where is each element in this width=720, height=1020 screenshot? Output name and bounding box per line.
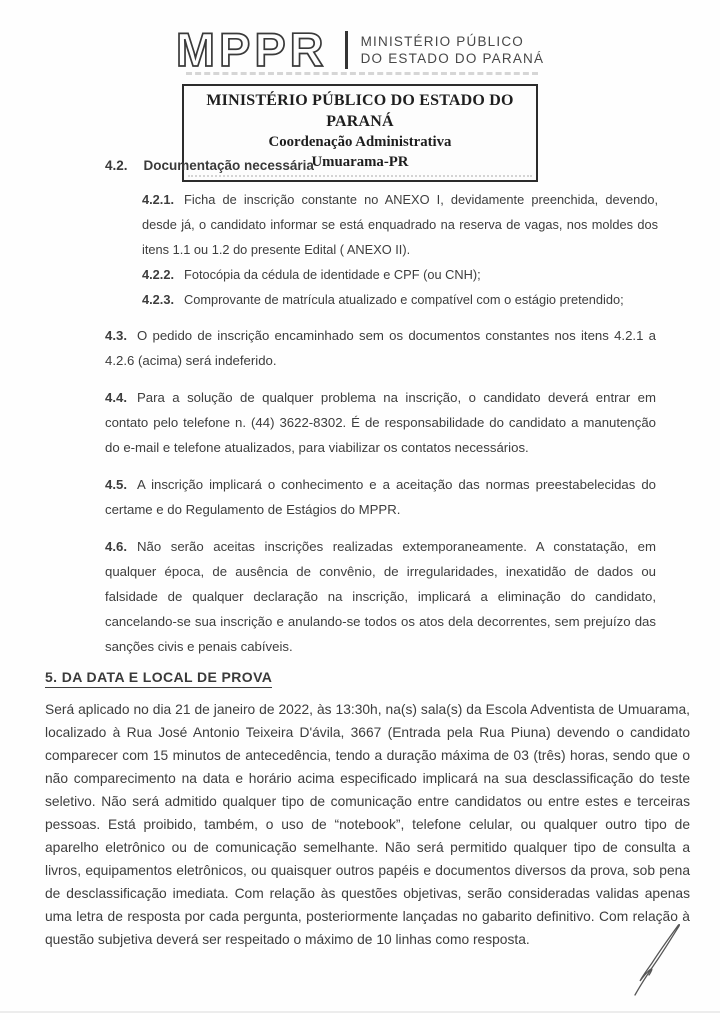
clause-4-2-1-text: Ficha de inscrição constante no ANEXO I, devidamente preenchida, devendo, desde já, o candidato informar se está enquadrado na reserva de vagas, nos moldes dos itens 1.1 ou 1.2 do presente Edital ( ANEXO II). [142,192,658,257]
mppr-logo [0,24,720,76]
clause-4-2-3 [142,287,658,312]
clause-4-2-3-text: Comprovante de matrícula atualizado e compatível com o estágio pretendido; [184,292,624,307]
clause-4-2-2-number: 4.2.2. [142,267,175,282]
section-5-heading-text: 5. DA DATA E LOCAL DE PROVA [45,669,272,688]
clause-4-2-1 [142,187,658,262]
section-4-2-title: Documentação necessária [143,158,314,173]
clause-4-2-2-text: Fotocópia da cédula de identidade e CPF (ou CNH); [184,267,481,282]
section-4-2-subitems [142,187,658,312]
clause-4-2-2 [142,262,658,287]
clause-4-4-number: 4.4. [105,390,127,405]
clause-4-4 [105,385,656,460]
clause-4-3-text: O pedido de inscrição encaminhado sem os documentos constantes nos itens 4.2.1 a 4.2.6 (acima) será indeferido. [105,328,656,368]
letterhead-city: Umuarama-PR [311,154,409,170]
logo-org-line2: DO ESTADO DO PARANÁ [360,51,545,66]
clause-4-6-text: Não serão aceitas inscrições realizadas extemporaneamente. A constatação, em qualquer época, de ausência de convênio, de irregularidades, inexatidão de dados ou falsidade de qualquer declaração na inscrição, implicará a eliminação do candidato, cancelando-se sua inscrição e anulando-se todos os atos dela decorrentes, sem prejuízo das sanções civis e penais cabíveis. [105,539,656,654]
clause-4-4-text: Para a solução de qualquer problema na inscrição, o candidato deverá entrar em contato pelo telefone n. (44) 3622-8302. É de responsabilidade do candidato a manutenção do e-mail e telefone atualizados, para viabilizar os contatos necessários. [105,390,656,455]
clause-4-2-3-number: 4.2.3. [142,292,175,307]
clause-4-3-number: 4.3. [105,328,127,343]
clause-4-5-number: 4.5. [105,477,127,492]
clause-4-5 [105,472,656,522]
logo-divider [345,31,348,69]
mppr-logo-acronym-icon: MPPR [175,23,328,76]
scan-artifact-dashed-line [186,72,538,75]
logo-org-name [361,33,545,67]
section-5-paragraph: Será aplicado no dia 21 de janeiro de 2022, às 13:30h, na(s) sala(s) da Escola Adventista de Umuarama, localizado à Rua José Antonio Teixeira D'ávila, 3667 (Entrada pela Rua Piuna) devendo o candidato comparecer com 15 minutos de antecedência, tendo a duração máxima de 03 (três) horas, sendo que o não comparecimento na data e horário acima especificado implicará na sua desclassificação do teste seletivo. Não será admitido qualquer tipo de comunicação entre candidatos ou entre estes e terceiras pessoas. Está proibido, também, o uso de “notebook”, telefone celular, ou qualquer outro tipo de aparelho eletrônico ou de comunicação semelhante. Não será permitido qualquer tipo de consulta a livros, equipamentos eletrônicos, ou quaisquer outros papéis e documentos diversos da prova, sob pena de desclassificação imediata. Com relação às questões objetivas, serão consideradas validas apenas uma letra de resposta por cada pergunta, posteriormente lançadas no gabarito definitivo. Com relação à questão subjetiva deverá ser respeitado o máximo de 10 linhas como resposta. [45,702,690,947]
signature-pen-stroke-icon [628,922,688,1000]
logo-org-line1: MINISTÉRIO PÚBLICO [360,34,524,49]
clause-4-6 [105,534,656,659]
section-5-heading [45,669,720,688]
clause-4-5-text: A inscrição implicará o conhecimento e a aceitação das normas preestabelecidas do certame e do Regulamento de Estágios do MPPR. [105,477,656,517]
clause-4-6-number: 4.6. [105,539,127,554]
section-4-2-number: 4.2. [105,158,128,173]
section-4-2-heading [105,158,655,173]
clause-4-2-1-number: 4.2.1. [142,192,175,207]
letterhead-department: Coordenação Administrativa [268,134,452,150]
scan-edge-line [0,1011,720,1013]
clause-4-3 [105,323,656,373]
letterhead-org-name: MINISTÉRIO PÚBLICO DO ESTADO DO PARANÁ [206,92,514,130]
document-body [0,158,720,951]
